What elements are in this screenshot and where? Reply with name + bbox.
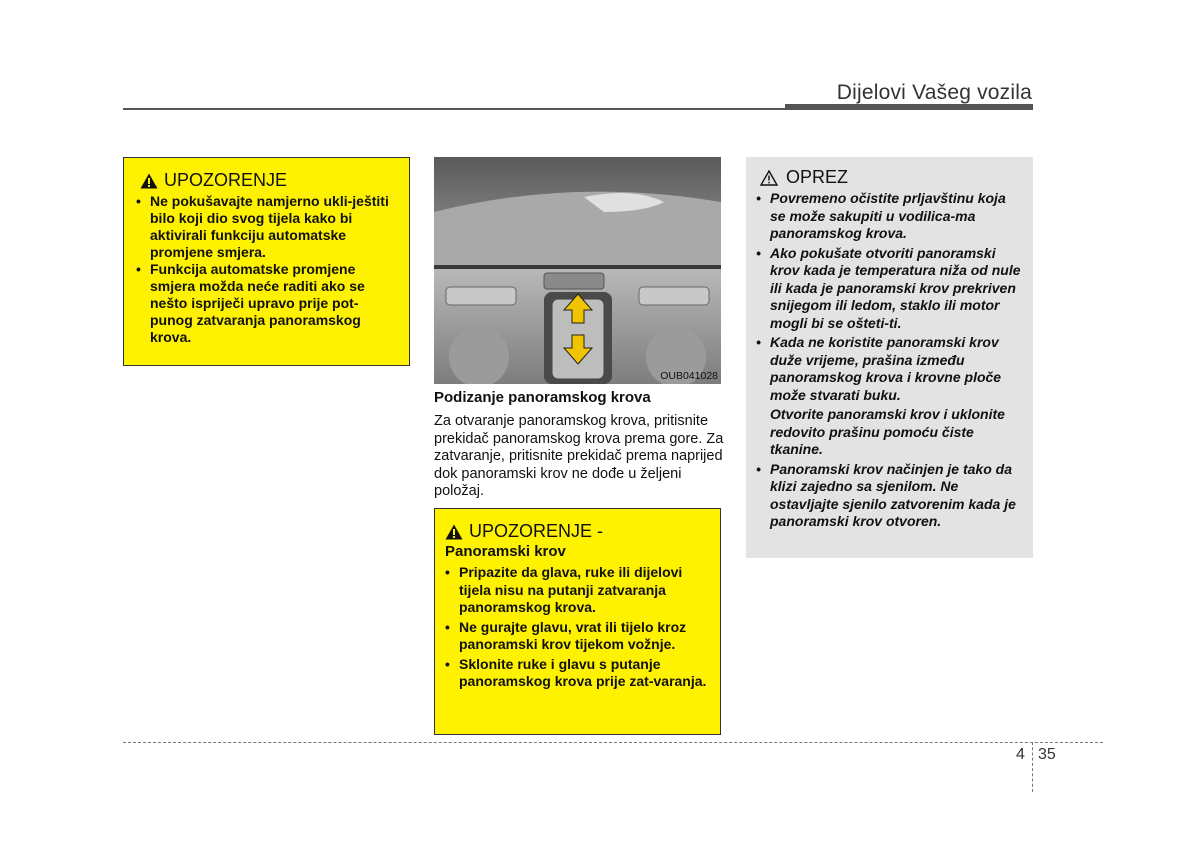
warning-list (445, 564, 710, 691)
photo-code: OUB041028 (660, 370, 718, 382)
caution-title-text: OPREZ (786, 167, 849, 187)
caution-item: • Kada ne koristite panoramski krov duže vrijeme, prašina između panoramskog krova i krovne ploče može stvarati buku. (756, 334, 1023, 404)
caution-list (756, 190, 1023, 404)
warning-triangle-icon (445, 524, 463, 540)
warning-box (434, 508, 721, 735)
warning-item: • Sklonite ruke i glavu s putanje panoramskog krova prije zat-varanja. (445, 656, 710, 691)
warning-subtitle: Panoramski krov (445, 543, 566, 560)
warning-item: • Ne gurajte glavu, vrat ili tijelo kroz panoramski krov tijekom vožnje. (445, 619, 710, 654)
warning-triangle-icon (140, 173, 158, 189)
page-number: 35 (1038, 746, 1056, 763)
caution-note: Otvorite panoramski krov i uklonite redovito prašinu pomoću čiste tkanine. (770, 406, 1005, 457)
warning-box (123, 157, 410, 366)
warning-title-text: UPOZORENJE (164, 170, 288, 190)
caution-item: • Ako pokušate otvoriti panoramski krov kada je temperatura niža od nule ili kada je panoramski krov prekriven snijegom ili ledom, staklo ili motor mogli bi se ošteti-ti. (756, 245, 1023, 333)
header-rule-accent (785, 104, 1033, 110)
header-rule (123, 108, 785, 110)
warning-title (445, 521, 710, 542)
warning-title-text: UPOZORENJE - (469, 521, 604, 541)
warning-list (136, 193, 397, 346)
section-body: Za otvaranje panoramskog krova, pritisnite prekidač panoramskog krova prema gore. Za zatvaranje, pritisnite prekidač prema naprijed dok panoramski krov ne dođe u željeni položaj. (434, 413, 724, 499)
caution-item: • Povremeno očistite prljavštinu koja se može sakupiti u vodilica-ma panoramskog krova. (756, 190, 1023, 243)
warning-title (140, 170, 397, 191)
caution-list-end (756, 461, 1023, 531)
section-heading: Podizanje panoramskog krova (434, 389, 651, 406)
chapter-number: 4 (1016, 746, 1025, 763)
warning-item: • Ne pokušavajte namjerno ukli-ještiti bilo koji dio svog tijela kako bi aktivirali funkciju automatske promjene smjera. (136, 193, 397, 261)
caution-item: • Panoramski krov načinjen je tako da klizi zajedno sa sjenilom. Ne ostavljajte sjenilo zatvorenim kada je panoramski krov otvoren. (756, 461, 1023, 531)
warning-item: • Pripazite da glava, ruke ili dijelovi tijela nisu na putanji zatvaranja panoramskog krova. (445, 564, 710, 617)
footer-divider (1032, 742, 1033, 792)
page-header-title: Dijelovi Vašeg vozila (836, 81, 1032, 104)
caution-triangle-icon (760, 170, 778, 186)
caution-title (760, 167, 1023, 188)
caution-box (746, 157, 1033, 558)
footer-rule (123, 742, 1103, 743)
warning-item: • Funkcija automatske promjene smjera možda neće raditi ako se nešto ispriječi upravo prije pot-punog zatvaranja panoramskog krova. (136, 261, 397, 346)
sunroof-switch-photo (434, 157, 721, 384)
